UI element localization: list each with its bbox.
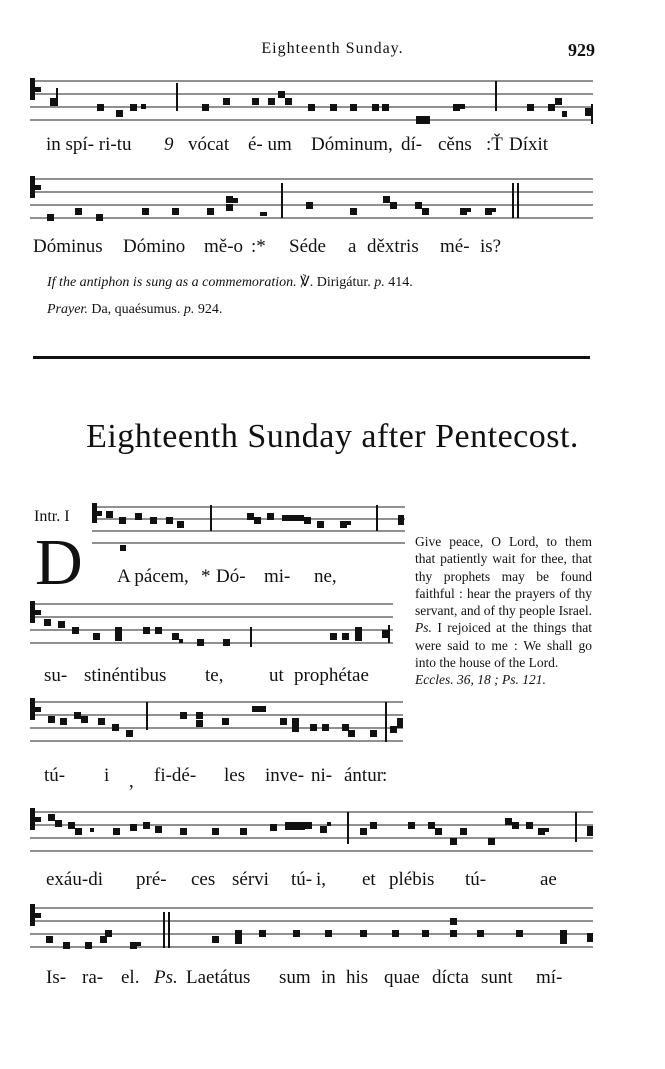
syllable: sérvi	[232, 869, 269, 890]
syllable: ni-	[311, 765, 333, 786]
rubric-italic-text: If the antiphon is sung as a commemoration.	[47, 275, 297, 290]
syllable: his	[346, 967, 369, 988]
syllable: et	[362, 869, 376, 890]
syllable: Dóminum,	[311, 134, 393, 155]
page-ref: 924.	[197, 302, 223, 317]
page-title: Eighteenth Sunday after Pentecost.	[86, 418, 579, 455]
syllable: is?	[480, 236, 502, 257]
syllable: sum	[279, 967, 311, 988]
syllable: mí-	[536, 967, 563, 988]
chant-staff-2	[30, 176, 595, 232]
psalm-label: Ps.	[415, 620, 432, 636]
syllable: vócat	[188, 134, 230, 155]
syllable: tú-	[291, 869, 313, 890]
syllable: ra-	[82, 967, 104, 988]
syllable: a	[348, 236, 357, 257]
syllable: Séde	[289, 236, 326, 257]
syllable: A pácem,	[117, 566, 189, 587]
translation-text	[415, 533, 592, 689]
staff-lines-2	[30, 176, 595, 232]
neume-mark	[120, 545, 126, 551]
syllable: ,	[129, 771, 134, 792]
syllable: ae	[540, 869, 557, 890]
syllable: mé-	[440, 236, 470, 257]
syllable: ces	[191, 869, 216, 890]
syllable: in spí- ri-tu	[46, 134, 132, 155]
chant-staff-1	[30, 78, 595, 134]
syllable: i	[104, 765, 110, 786]
syllable: prophétae	[294, 665, 369, 686]
syllable: stinéntibus	[84, 665, 167, 686]
syllable: tú-	[465, 869, 487, 890]
chant-staff-5	[30, 698, 405, 754]
syllable: :*	[251, 236, 266, 257]
syllable: Ps.	[154, 967, 178, 988]
page-number: 929	[568, 40, 595, 60]
syllable: te,	[205, 665, 224, 686]
syllable: dícta	[432, 967, 469, 988]
syllable: *	[201, 566, 211, 587]
running-title: Eighteenth Sunday.	[261, 40, 404, 57]
syllable: dí-	[401, 134, 423, 155]
translation-body: Give peace, O Lord, to them that patiently wait for thee, that thy prophets may be found faithful : hear the prayers of thy servant, and of thy people Israel.	[415, 534, 592, 619]
syllable: Dóminus	[33, 236, 103, 257]
staff-lines-7	[30, 904, 595, 960]
rubric-prayer	[47, 302, 222, 318]
introit-label	[34, 508, 70, 526]
chant-staff-7	[30, 904, 595, 960]
syllable: in	[321, 967, 336, 988]
rubric-italic-text: Prayer.	[47, 302, 88, 317]
scripture-reference: Eccles. 36, 18 ; Ps. 121.	[415, 672, 546, 688]
staff-lines-1	[30, 78, 595, 134]
syllable: i,	[316, 869, 327, 890]
rubric-text: Da, quaésumus.	[91, 302, 181, 317]
staff-lines-4	[30, 601, 395, 657]
syllable: mi-	[264, 566, 291, 587]
syllable: ut	[269, 665, 284, 686]
syllable: exáu-di	[46, 869, 103, 890]
syllable: Laetátus	[186, 967, 251, 988]
syllable: děxtris	[367, 236, 419, 257]
syllable: Díxit	[509, 134, 549, 155]
staff-lines-5	[30, 698, 405, 754]
page-ref-label: p.	[374, 275, 385, 290]
syllable: Dó-	[216, 566, 246, 587]
syllable: ne,	[314, 566, 337, 587]
syllable: Is-	[46, 967, 67, 988]
syllable: :Ť	[486, 134, 503, 155]
staff-lines-6	[30, 808, 595, 864]
chant-staff-4	[30, 601, 395, 657]
syllable: pré-	[136, 869, 167, 890]
introit-label-text: Intr.	[34, 508, 61, 525]
syllable: inve-	[265, 765, 305, 786]
drop-cap: D	[35, 526, 83, 599]
rubric-commemoration	[47, 274, 413, 291]
psalm-translation: I rejoiced at the things that were said to me : We shall go into the house of the Lord.	[415, 620, 593, 671]
staff-lines-3	[92, 503, 407, 553]
syllable: fi-dé-	[154, 765, 197, 786]
rubric-text: ℣. Dirigátur.	[300, 275, 371, 290]
page-ref-label: p.	[183, 302, 195, 317]
chant-staff-3	[92, 503, 407, 553]
syllable: 9	[164, 134, 174, 155]
syllable: quae	[384, 967, 420, 988]
syllable: cěns	[438, 134, 472, 155]
introit-mode: I	[64, 508, 70, 525]
syllable: el.	[121, 967, 140, 988]
syllable: Dómino	[123, 236, 186, 257]
syllable: sunt	[481, 967, 513, 988]
syllable: ántur	[344, 765, 384, 786]
syllable: tú-	[44, 765, 66, 786]
chant-staff-6	[30, 808, 595, 864]
syllable: :	[382, 765, 388, 786]
page-ref: 414.	[388, 275, 413, 290]
syllable: mě-o	[204, 236, 244, 257]
syllable: plébis	[389, 869, 435, 890]
syllable: les	[224, 765, 246, 786]
section-divider	[33, 356, 590, 359]
syllable: su-	[44, 665, 68, 686]
syllable: é- um	[248, 134, 292, 155]
